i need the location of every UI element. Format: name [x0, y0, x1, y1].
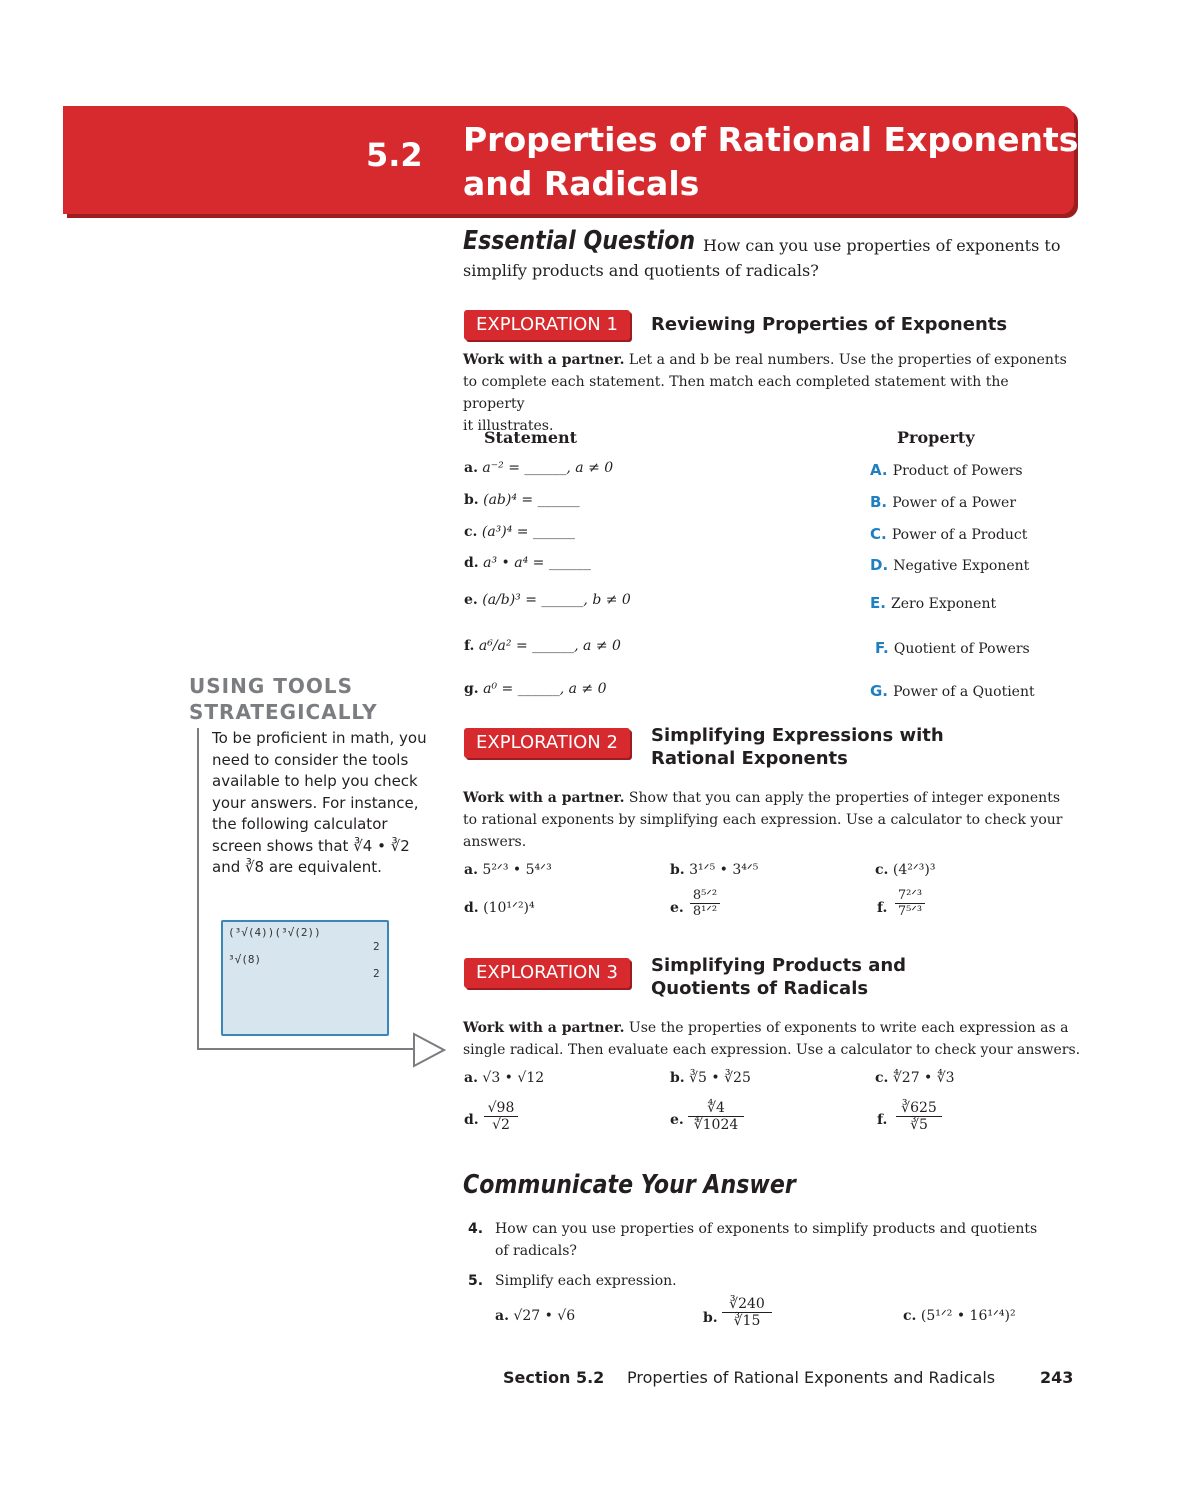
- instr-line: Use the properties of exponents to write each expression as a: [628, 1020, 1069, 1036]
- exploration-2-badge: EXPLORATION 2: [464, 728, 630, 758]
- instr-line: to complete each statement. Then match each completed statement with the property: [463, 374, 1009, 412]
- using-tools-heading: [189, 673, 378, 725]
- exploration-2-item-a: a. 5²ᐟ³ • 5⁴ᐟ³: [464, 862, 552, 878]
- exploration-3-item-f-fraction: ∛625 ∛5: [896, 1100, 942, 1133]
- property-a: A. Product of Powers: [870, 461, 1023, 479]
- property-d: D. Negative Exponent: [870, 556, 1030, 574]
- footer-title: Properties of Rational Exponents and Radicals: [627, 1368, 996, 1387]
- using-tools-heading-line1: USING TOOLS: [189, 674, 353, 698]
- sidebar-rule-bottom: [197, 1048, 419, 1050]
- using-tools-heading-line2: STRATEGICALLY: [189, 700, 378, 724]
- exploration-3-item-d: d.: [464, 1112, 479, 1128]
- exploration-2-item-c: c. (4²ᐟ³)³: [875, 862, 936, 878]
- calc-line-1: (³√(4))(³√(2)): [228, 926, 321, 939]
- exploration-1-instructions: [463, 349, 1073, 437]
- property-column-heading: Property: [897, 428, 975, 447]
- statement-e: e. (a/b)³ = ______, b ≠ 0: [464, 592, 631, 608]
- exploration-3-title-line1: Simplifying Products and: [651, 955, 907, 976]
- section-number: 5.2: [366, 136, 423, 174]
- instr-bold: Work with a partner.: [463, 790, 625, 806]
- footer-section: Section 5.2: [503, 1368, 605, 1387]
- exploration-2-item-f: f.: [877, 900, 888, 916]
- instr-line: single radical. Then evaluate each expression. Use a calculator to check your answers.: [463, 1042, 1081, 1058]
- exploration-2-item-e-fraction: 8⁵ᐟ² 8¹ᐟ²: [690, 888, 720, 919]
- question-5-item-b-fraction: ∛240 ∛15: [722, 1296, 772, 1329]
- instr-bold: Work with a partner.: [463, 1020, 625, 1036]
- exploration-3-badge: EXPLORATION 3: [464, 958, 630, 988]
- calc-line-2: ³√(8): [228, 953, 262, 966]
- question-5-text: Simplify each expression.: [495, 1273, 677, 1289]
- question-5-item-c: c. (5¹ᐟ² • 16¹ᐟ⁴)²: [903, 1308, 1016, 1324]
- property-e: E. Zero Exponent: [870, 594, 997, 612]
- question-4-line2: of radicals?: [495, 1243, 577, 1259]
- property-g: G. Power of a Quotient: [870, 682, 1035, 700]
- property-f: F. Quotient of Powers: [875, 639, 1030, 657]
- exploration-3-item-e-fraction: ∜4 ∜1024: [688, 1100, 744, 1133]
- instr-bold: Work with a partner.: [463, 352, 625, 368]
- exploration-2-instructions: [463, 787, 1073, 853]
- arrow-right-icon: [412, 1032, 446, 1068]
- statement-b: b. (ab)⁴ = ______: [464, 492, 580, 508]
- question-4-line1: How can you use properties of exponents to simplify products and quotients: [495, 1221, 1038, 1237]
- calc-result-2: 2: [373, 967, 380, 980]
- exploration-3-item-e: e.: [670, 1112, 684, 1128]
- instr-line: Let a and b be real numbers. Use the properties of exponents: [628, 352, 1067, 368]
- exploration-2-item-b: b. 3¹ᐟ⁵ • 3⁴ᐟ⁵: [670, 862, 759, 878]
- essential-question-text2: simplify products and quotients of radicals?: [463, 261, 819, 280]
- essential-question-heading: Essential Question: [463, 226, 696, 256]
- statement-column-heading: Statement: [484, 428, 578, 447]
- section-title: [463, 118, 1078, 206]
- communicate-heading: Communicate Your Answer: [463, 1170, 796, 1200]
- essential-question-text1: How can you use properties of exponents to: [703, 236, 1061, 255]
- sidebar-rule: [197, 728, 199, 1050]
- calc-result-1: 2: [373, 940, 380, 953]
- exploration-1-title: Reviewing Properties of Exponents: [651, 314, 1008, 335]
- property-c: C. Power of a Product: [870, 525, 1028, 543]
- using-tools-text: To be proficient in math, you need to consider the tools available to help you check your answers. For instance, the following calculator screen shows that ∛4 • ∛2 and ∛8 are equivalent.: [212, 729, 427, 876]
- exploration-2-item-d: d. (10¹ᐟ²)⁴: [464, 900, 535, 916]
- statement-a: a. a⁻² = ______, a ≠ 0: [464, 460, 614, 476]
- question-5-item-b: b.: [703, 1310, 718, 1326]
- question-5-number: 5.: [468, 1273, 484, 1289]
- exploration-3-item-d-fraction: √98 √2: [484, 1100, 518, 1133]
- exploration-3-item-f: f.: [877, 1112, 888, 1128]
- statement-g: g. a⁰ = ______, a ≠ 0: [464, 681, 607, 697]
- question-4-number: 4.: [468, 1221, 484, 1237]
- statement-f: f. a⁶/a² = ______, a ≠ 0: [464, 638, 621, 654]
- exploration-2-title-line1: Simplifying Expressions with: [651, 725, 944, 746]
- instr-line: it illustrates.: [463, 418, 554, 434]
- exploration-1-badge: EXPLORATION 1: [464, 310, 630, 340]
- instr-line: to rational exponents by simplifying each expression. Use a calculator to check your: [463, 812, 1063, 828]
- instr-line: answers.: [463, 834, 527, 850]
- statement-d: d. a³ • a⁴ = ______: [464, 555, 591, 571]
- exploration-3-item-a: a. √3 • √12: [464, 1070, 545, 1086]
- exploration-3-title: [651, 954, 906, 1000]
- exploration-2-item-f-fraction: 7²ᐟ³ 7⁵ᐟ³: [895, 888, 925, 919]
- exploration-2-item-e: e.: [670, 900, 684, 916]
- section-title-line1: Properties of Rational Exponents: [463, 120, 1079, 159]
- instr-line: Show that you can apply the properties of integer exponents: [628, 790, 1061, 806]
- statement-c: c. (a³)⁴ = ______: [464, 524, 575, 540]
- question-5-item-a: a. √27 • √6: [495, 1308, 576, 1324]
- exploration-3-item-b: b. ∛5 • ∛25: [670, 1070, 751, 1086]
- exploration-3-title-line2: Quotients of Radicals: [651, 978, 869, 999]
- page-number: 243: [1040, 1368, 1074, 1387]
- property-b: B. Power of a Power: [870, 493, 1017, 511]
- calculator-screen: [221, 920, 389, 1036]
- exploration-2-title: [651, 724, 944, 770]
- question-4-text: [495, 1218, 1037, 1262]
- exploration-3-instructions: [463, 1017, 1083, 1061]
- exploration-3-item-c: c. ∜27 • ∜3: [875, 1070, 955, 1086]
- section-title-line2: and Radicals: [463, 164, 700, 203]
- exploration-2-title-line2: Rational Exponents: [651, 748, 848, 769]
